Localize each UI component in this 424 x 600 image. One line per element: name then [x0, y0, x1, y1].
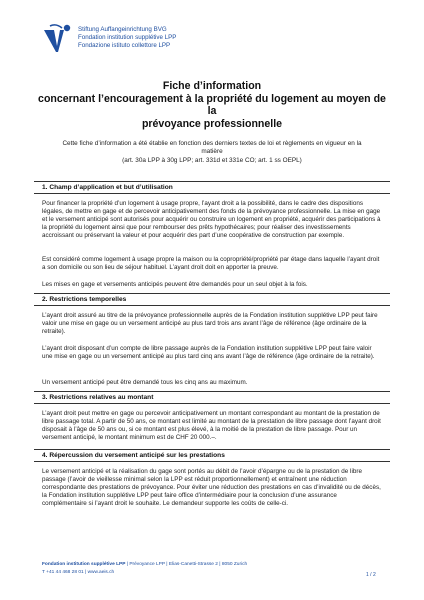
foundation-logo-icon [42, 24, 72, 54]
intro-line-3: (art. 30a LPP à 30g LPP; art. 331d et 331e CO; art. 1 ss OEPL) [122, 156, 302, 164]
footer-contact: T +41 44 468 28 01 | www.aeis.ch [42, 570, 115, 575]
footer-address-rest: | Prévoyance LPP | Elias-Canetti-Strasse 2 | 8050 Zurich [125, 562, 248, 567]
section-1-paragraph-3: Les mises en gage et versements anticipés peuvent être demandés pour un seul objet à la fois. [42, 281, 308, 288]
section-3-title: 3. Restrictions relatives au montant [42, 394, 154, 401]
section-4-paragraph-1: Le versement anticipé et la réalisation du gage sont portés au débit de l’avoir d’épargne ou de la prestation de libre passage (l’avoir de vieillesse minimal selon la LPP est réduit proportionnellement) et entraînent une réduction correspondante des prestations de prévoyance. Pour éviter une réduction des prestations en cas d’invalidité ou de décès, la Fondation institution supplétive LPP peut faire office d’intermédiaire pour la conclusion d’une assurance complémentaire si l’ayant droit le souhaite. Le demandeur supporte les coûts de celle-ci. [42, 468, 381, 508]
organization-names [78, 26, 176, 51]
section-2-paragraph-2: L’ayant droit disposant d’un compte de libre passage auprès de la Fondation institution supplétive LPP peut faire valoir une mise en gage ou un versement anticipé au plus tard cinq ans avant l’âge de référence (âge ordinaire de la retraite). [42, 345, 375, 361]
section-1-paragraph-1: Pour financer la propriété d’un logement à usage propre, l’ayant droit a la possibilité, dans le cadre des dispositions légales, de mettre en gage et de percevoir anticipativement des fonds de la prévoyance professionnelle. La mise en gage et le versement anticipé sont autorisés pour acquérir ou construire un logement en propriété, acquérir des participations à la propriété du logement ainsi que pour rembourser des prêts hypothécaires; pour réaliser des investissements accroissant ou préservant la valeur et pour acquérir des part d’une coopérative de construction par exemple. [42, 200, 381, 240]
footer-org-name: Fondation institution supplétive LPP [42, 562, 126, 567]
org-name-fr: Fondation institution supplétive LPP [78, 34, 177, 42]
section-3-paragraph-1: L’ayant droit peut mettre en gage ou percevoir anticipativement un montant correspondant au montant de la prestation de libre passage total. A partir de 50 ans, ce montant est limité au montant de la prestation de libre passage dont l’ayant droit disposait à l’âge de 50 ans ou, si ce montant est plus élevé, à la moitié de la prestation de libre passage. Pour un versement anticipé, le montant minimum est de CHF 20 000.–. [42, 410, 381, 442]
section-1-title: 1. Champ d’application et but d’utilisation [42, 184, 173, 191]
intro-line-2: matière [201, 148, 223, 156]
section-divider [34, 193, 390, 194]
section-divider [34, 293, 390, 294]
section-4-title: 4. Répercussion du versement anticipé sur les prestations [42, 452, 225, 459]
section-1-paragraph-2: Est considéré comme logement à usage propre la maison ou la copropriété/propriété par étage dans laquelle l’ayant droit a son domicile ou son lieu de séjour habituel. L’ayant droit doit en apporter la preuve. [42, 256, 380, 272]
title-line-3: prévoyance professionnelle [141, 117, 283, 130]
document-title [34, 80, 390, 130]
section-2-paragraph-1: L’ayant droit assuré au titre de la prévoyance professionnelle auprès de la Fondation institution supplétive LPP peut faire valoir une mise en gage ou un versement anticipé au plus tard trois ans avant l’âge de référence (âge ordinaire de la retraite). [42, 312, 378, 336]
section-2-paragraph-3: Un versement anticipé peut être demandé tous les cinq ans au maximum. [42, 379, 248, 386]
section-divider [34, 461, 390, 462]
title-line-1: Fiche d’information [162, 80, 262, 92]
section-divider [34, 305, 390, 306]
intro-text [34, 140, 390, 165]
section-2-title: 2. Restrictions temporelles [42, 296, 127, 303]
section-divider [34, 449, 390, 450]
org-name-de: Stiftung Auffangeinrichtung BVG [78, 26, 167, 33]
section-divider [34, 391, 390, 392]
section-divider [34, 403, 390, 404]
org-name-it: Fondazione istituto collettore LPP [78, 42, 171, 50]
section-divider [34, 181, 390, 182]
title-line-2: concernant l’encouragement à la propriété du logement au moyen de la [38, 92, 386, 118]
page-number: 1 / 2 [366, 572, 376, 578]
footer-address [42, 562, 247, 568]
intro-line-1: Cette fiche d’information a été établie en fonction des derniers textes de loi et règlements en vigueur en la [62, 140, 362, 147]
